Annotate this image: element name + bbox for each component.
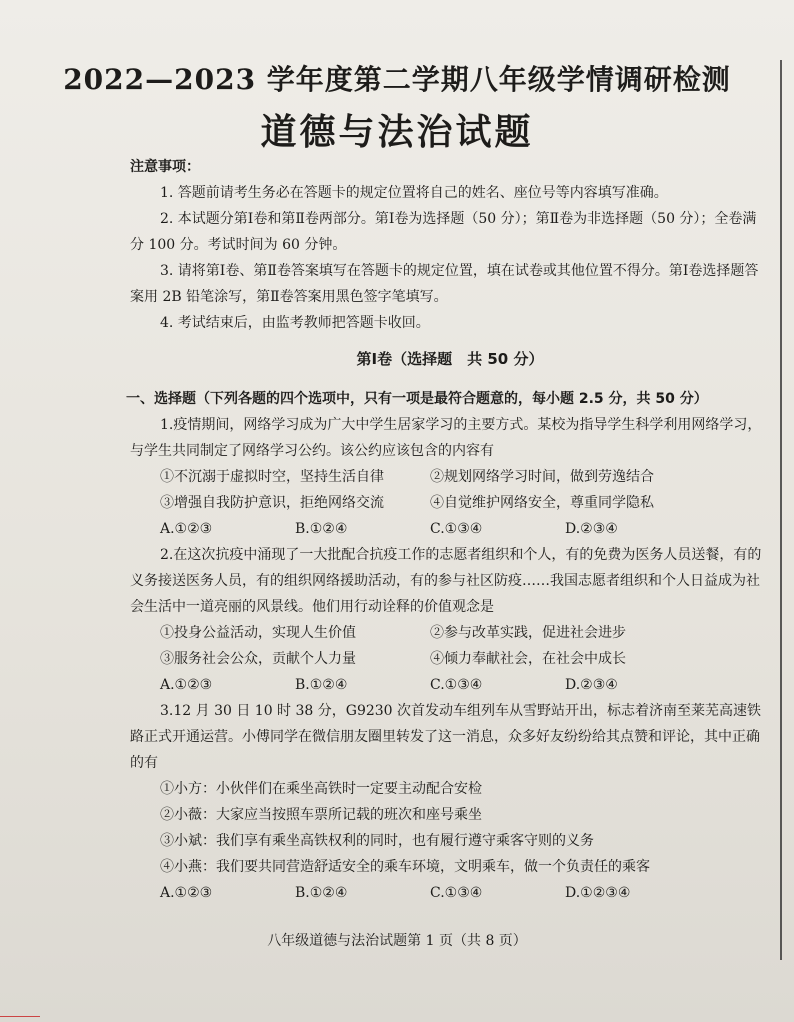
answer-choices <box>130 880 770 906</box>
choice-a: A.①②③ <box>160 677 213 693</box>
choice-d: D.②③④ <box>565 521 618 537</box>
notice-item: 3. 请将第Ⅰ卷、第Ⅱ卷答案填写在答题卡的规定位置，填在试卷或其他位置不得分。第Ⅰ卷选择题答案用 2B 铅笔涂写，第Ⅱ卷答案用黑色签字笔填写。 <box>130 263 759 305</box>
notice-item: 2. 本试题分第Ⅰ卷和第Ⅱ卷两部分。第Ⅰ卷为选择题（50 分）；第Ⅱ卷为非选择题（50 分）；全卷满分 100 分。考试时间为 60 分钟。 <box>130 211 757 253</box>
question-stem: 2.在这次抗疫中涌现了一大批配合抗疫工作的志愿者组织和个人，有的免费为医务人员送餐，有的义务接送医务人员，有的组织网络援助活动，有的参与社区防疫……我国志愿者组织和个人日益成为社会生活中一道亮丽的风景线。他们用行动诠释的价值观念是 <box>130 547 762 615</box>
option: ④自觉维护网络安全，尊重同学隐私 <box>430 495 654 511</box>
statement: ④小燕：我们要共同营造舒适安全的乘车环境，文明乘车，做一个负责任的乘客 <box>160 859 650 875</box>
option: ②参与改革实践，促进社会进步 <box>430 625 626 641</box>
statement: ③小斌：我们享有乘坐高铁权利的同时，也有履行遵守乘客守则的义务 <box>160 833 594 849</box>
notice-item: 1. 答题前请考生务必在答题卡的规定位置将自己的姓名、座位号等内容填写准确。 <box>160 185 668 201</box>
choice-a: A.①②③ <box>160 521 213 537</box>
notice-title: 注意事项： <box>130 159 200 175</box>
question-options <box>130 620 770 672</box>
notice-item: 4. 考试结束后，由监考教师把答题卡收回。 <box>160 315 430 331</box>
choice-b: B.①②④ <box>295 885 348 901</box>
question-3 <box>130 698 770 906</box>
subject-title: 道德与法治试题 <box>260 111 534 153</box>
choice-c: C.①③④ <box>430 521 483 537</box>
question-1 <box>130 412 770 542</box>
page-footer: 八年级道德与法治试题第 1 页（共 8 页） <box>267 933 527 949</box>
choice-c: C.①③④ <box>430 885 483 901</box>
question-stem: 3.12 月 30 日 10 时 38 分，G9230 次首发动车组列车从雪野站开出，标志着济南至莱芜高速铁路正式开通运营。小傅同学在微信朋友圈里转发了这一消息，众多好友纷纷给其点赞和评论，其中正确的有 <box>130 703 762 771</box>
option: ③增强自我防护意识，拒绝网络交流 <box>160 495 384 511</box>
corner-mark <box>0 1016 40 1017</box>
answer-choices <box>130 516 770 542</box>
choice-b: B.①②④ <box>295 521 348 537</box>
choice-d: D.②③④ <box>565 677 618 693</box>
option: ②规划网络学习时间，做到劳逸结合 <box>430 469 654 485</box>
answer-choices <box>130 672 770 698</box>
exam-title: 2022—2023 学年度第二学期八年级学情调研检测 <box>63 63 731 96</box>
exam-body <box>126 154 770 906</box>
option: ①不沉溺于虚拟时空，坚持生活自律 <box>160 469 384 485</box>
option: ①投身公益活动，实现人生价值 <box>160 625 356 641</box>
question-stem: 1.疫情期间，网络学习成为广大中学生居家学习的主要方式。某校为指导学生科学利用网络学习，与学生共同制定了网络学习公约。该公约应该包含的内容有 <box>130 417 762 459</box>
page-edge-line <box>780 60 782 960</box>
question-2 <box>130 542 770 698</box>
option: ③服务社会公众，贡献个人力量 <box>160 651 356 667</box>
statement: ①小方：小伙伴们在乘坐高铁时一定要主动配合安检 <box>160 781 482 797</box>
choice-d: D.①②③④ <box>565 885 631 901</box>
part-title: 一、选择题（下列各题的四个选项中，只有一项是最符合题意的，每小题 2.5 分，共 50 分） <box>126 391 708 407</box>
choice-b: B.①②④ <box>295 677 348 693</box>
choice-a: A.①②③ <box>160 885 213 901</box>
option: ④倾力奉献社会，在社会中成长 <box>430 651 626 667</box>
question-options <box>130 464 770 516</box>
section-title: 第Ⅰ卷（选择题 共 50 分） <box>356 350 544 368</box>
choice-c: C.①③④ <box>430 677 483 693</box>
statement: ②小薇：大家应当按照车票所记载的班次和座号乘坐 <box>160 807 482 823</box>
